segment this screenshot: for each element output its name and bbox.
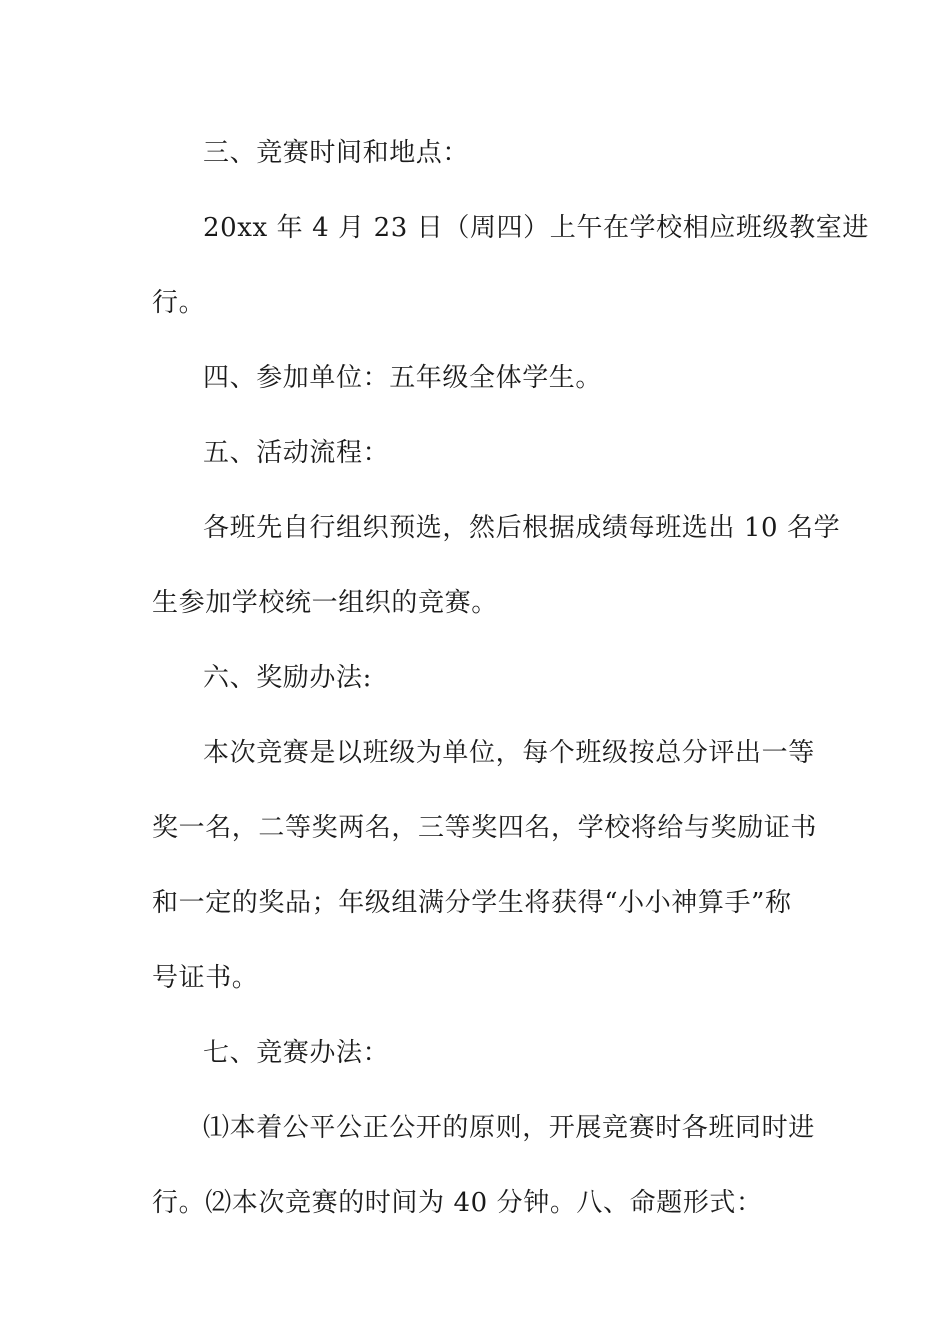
heading-time-location: 三、竞赛时间和地点：: [203, 138, 470, 168]
paragraph-line: 和一定的奖品；年级组满分学生将获得“小小神算手”称: [152, 888, 792, 918]
paragraph-line: 20xx 年 4 月 23 日（周四）上午在学校相应班级教室进: [203, 213, 869, 243]
heading-activity-process: 五、活动流程：: [203, 438, 390, 468]
paragraph-line: 号证书。: [152, 963, 259, 993]
paragraph-line: 行。⑵本次竞赛的时间为 40 分钟。八、命题形式：: [152, 1188, 763, 1218]
paragraph-line: 各班先自行组织预选，然后根据成绩每班选出 10 名学: [203, 513, 841, 543]
paragraph-line: ⑴本着公平公正公开的原则，开展竞赛时各班同时进: [203, 1113, 815, 1143]
heading-participants: 四、参加单位：五年级全体学生。: [203, 363, 603, 393]
paragraph-line: 行。: [152, 288, 206, 318]
paragraph-line: 本次竞赛是以班级为单位，每个班级按总分评出一等: [203, 738, 815, 768]
heading-rewards: 六、奖励办法:: [203, 663, 372, 693]
paragraph-line: 生参加学校统一组织的竞赛。: [152, 588, 498, 618]
paragraph-line: 奖一名，二等奖两名，三等奖四名，学校将给与奖励证书: [152, 813, 818, 843]
heading-competition-method: 七、竞赛办法：: [203, 1038, 390, 1068]
